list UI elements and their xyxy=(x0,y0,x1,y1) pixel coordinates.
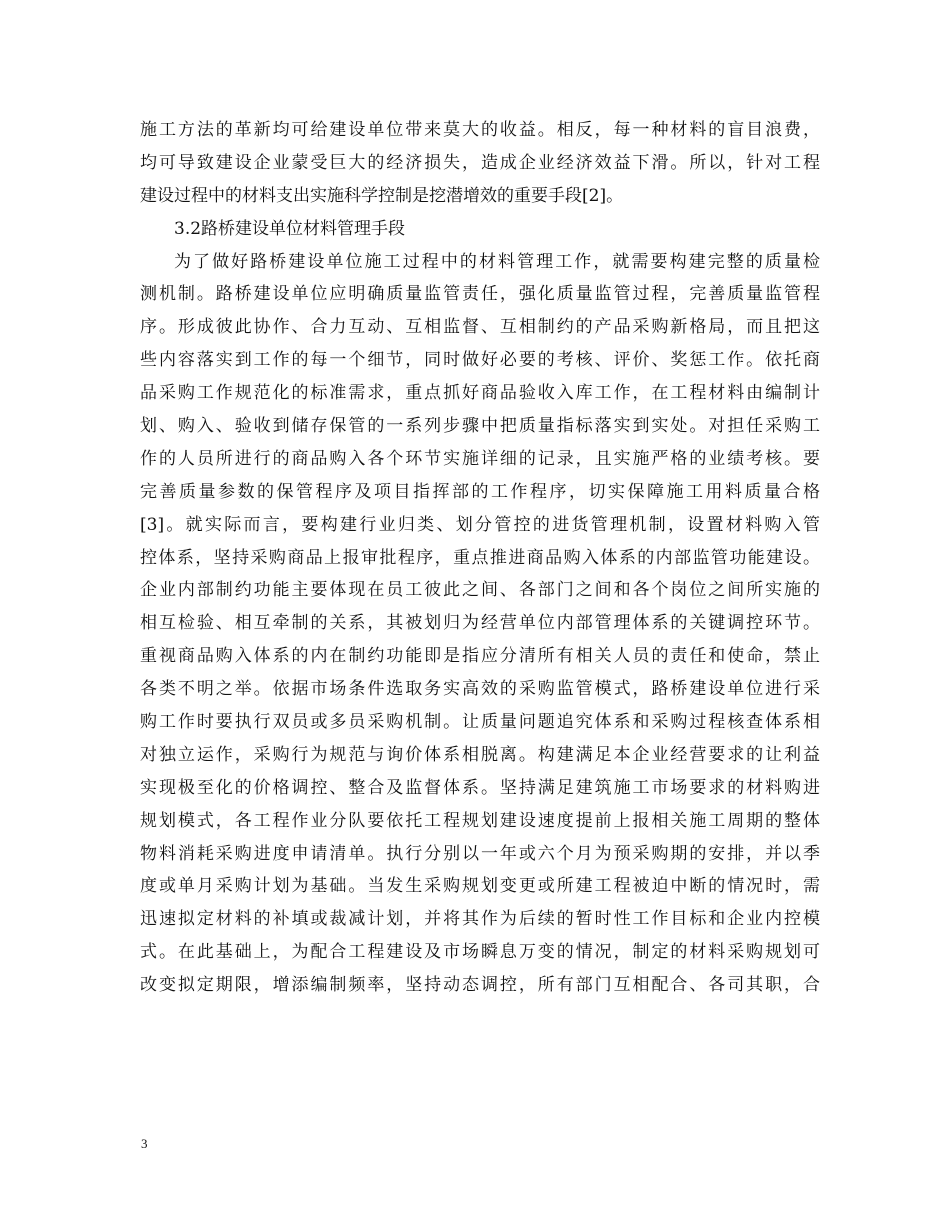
text-line: 度或单月采购计划为基础。当发生采购规划变更或所建工程被迫中断的情况时，需 xyxy=(140,876,820,897)
text-line: 相互检验、相互牵制的关系，其被划归为经营单位内部管理体系的关键调控环节。 xyxy=(140,613,820,634)
text-line: 测机制。路桥建设单位应明确质量监管责任，强化质量监管过程，完善质量监管程 xyxy=(140,284,820,305)
text-line: 各类不明之举。依据市场条件选取务实高效的采购监管模式，路桥建设单位进行采 xyxy=(140,679,820,700)
text-line: 序。形成彼此协作、合力互动、互相监督、互相制约的产品采购新格局，而且把这 xyxy=(140,317,820,338)
text-line: 企业内部制约功能主要体现在员工彼此之间、各部门之间和各个岗位之间所实施的 xyxy=(140,580,820,601)
text-line: 购工作时要执行双员或多员采购机制。让质量问题追究体系和采购过程核查体系相 xyxy=(140,712,820,733)
text-line: 对独立运作，采购行为规范与询价体系相脱离。构建满足本企业经营要求的让利益 xyxy=(140,744,820,765)
text-line: 划、购入、验收到储存保管的一系列步骤中把质量指标落实到实处。对担任采购工 xyxy=(140,416,820,437)
text-line: 建设过程中的材料支出实施科学控制是挖潜增效的重要手段[2]。 xyxy=(140,185,624,206)
text-line: 实现极至化的价格调控、整合及监督体系。坚持满足建筑施工市场要求的材料购进 xyxy=(140,777,820,798)
text-line: 为了做好路桥建设单位施工过程中的材料管理工作，就需要构建完整的质量检 xyxy=(174,251,820,272)
section-heading: 3.2路桥建设单位材料管理手段 xyxy=(174,218,406,239)
text-line: 控体系，坚持采购商品上报审批程序，重点推进商品购入体系的内部监管功能建设。 xyxy=(140,547,820,568)
text-line: 施工方法的革新均可给建设单位带来莫大的收益。相反，每一种材料的盲目浪费， xyxy=(140,120,820,140)
text-line: 作的人员所进行的商品购入各个环节实施详细的记录，且实施严格的业绩考核。要 xyxy=(140,448,820,469)
text-line: 完善质量参数的保管程序及项目指挥部的工作程序，切实保障施工用料质量合格 xyxy=(140,481,820,502)
page-number: 3 xyxy=(141,1136,148,1151)
body-text xyxy=(140,114,820,1002)
text-line: 物料消耗采购进度申请清单。执行分别以一年或六个月为预采购期的安排，并以季 xyxy=(140,843,820,864)
text-line: 式。在此基础上，为配合工程建设及市场瞬息万变的情况，制定的材料采购规划可 xyxy=(140,942,820,963)
text-line: 些内容落实到工作的每一个细节，同时做好必要的考核、评价、奖惩工作。依托商 xyxy=(140,350,820,371)
text-line: [3]。就实际而言，要构建行业归类、划分管控的进货管理机制，设置材料购入管 xyxy=(140,514,820,535)
text-line: 改变拟定期限，增添编制频率，坚持动态调控，所有部门互相配合、各司其职，合 xyxy=(140,975,820,996)
text-line: 品采购工作规范化的标准需求，重点抓好商品验收入库工作，在工程材料由编制计 xyxy=(140,383,820,404)
text-line: 规划模式，各工程作业分队要依托工程规划建设速度提前上报相关施工周期的整体 xyxy=(140,810,820,831)
text-line: 重视商品购入体系的内在制约功能即是指应分清所有相关人员的责任和使命，禁止 xyxy=(140,646,820,667)
text-line: 迅速拟定材料的补填或裁减计划，并将其作为后续的暂时性工作目标和企业内控模 xyxy=(140,909,820,930)
text-line: 均可导致建设企业蒙受巨大的经济损失，造成企业经济效益下滑。所以，针对工程 xyxy=(140,152,820,173)
